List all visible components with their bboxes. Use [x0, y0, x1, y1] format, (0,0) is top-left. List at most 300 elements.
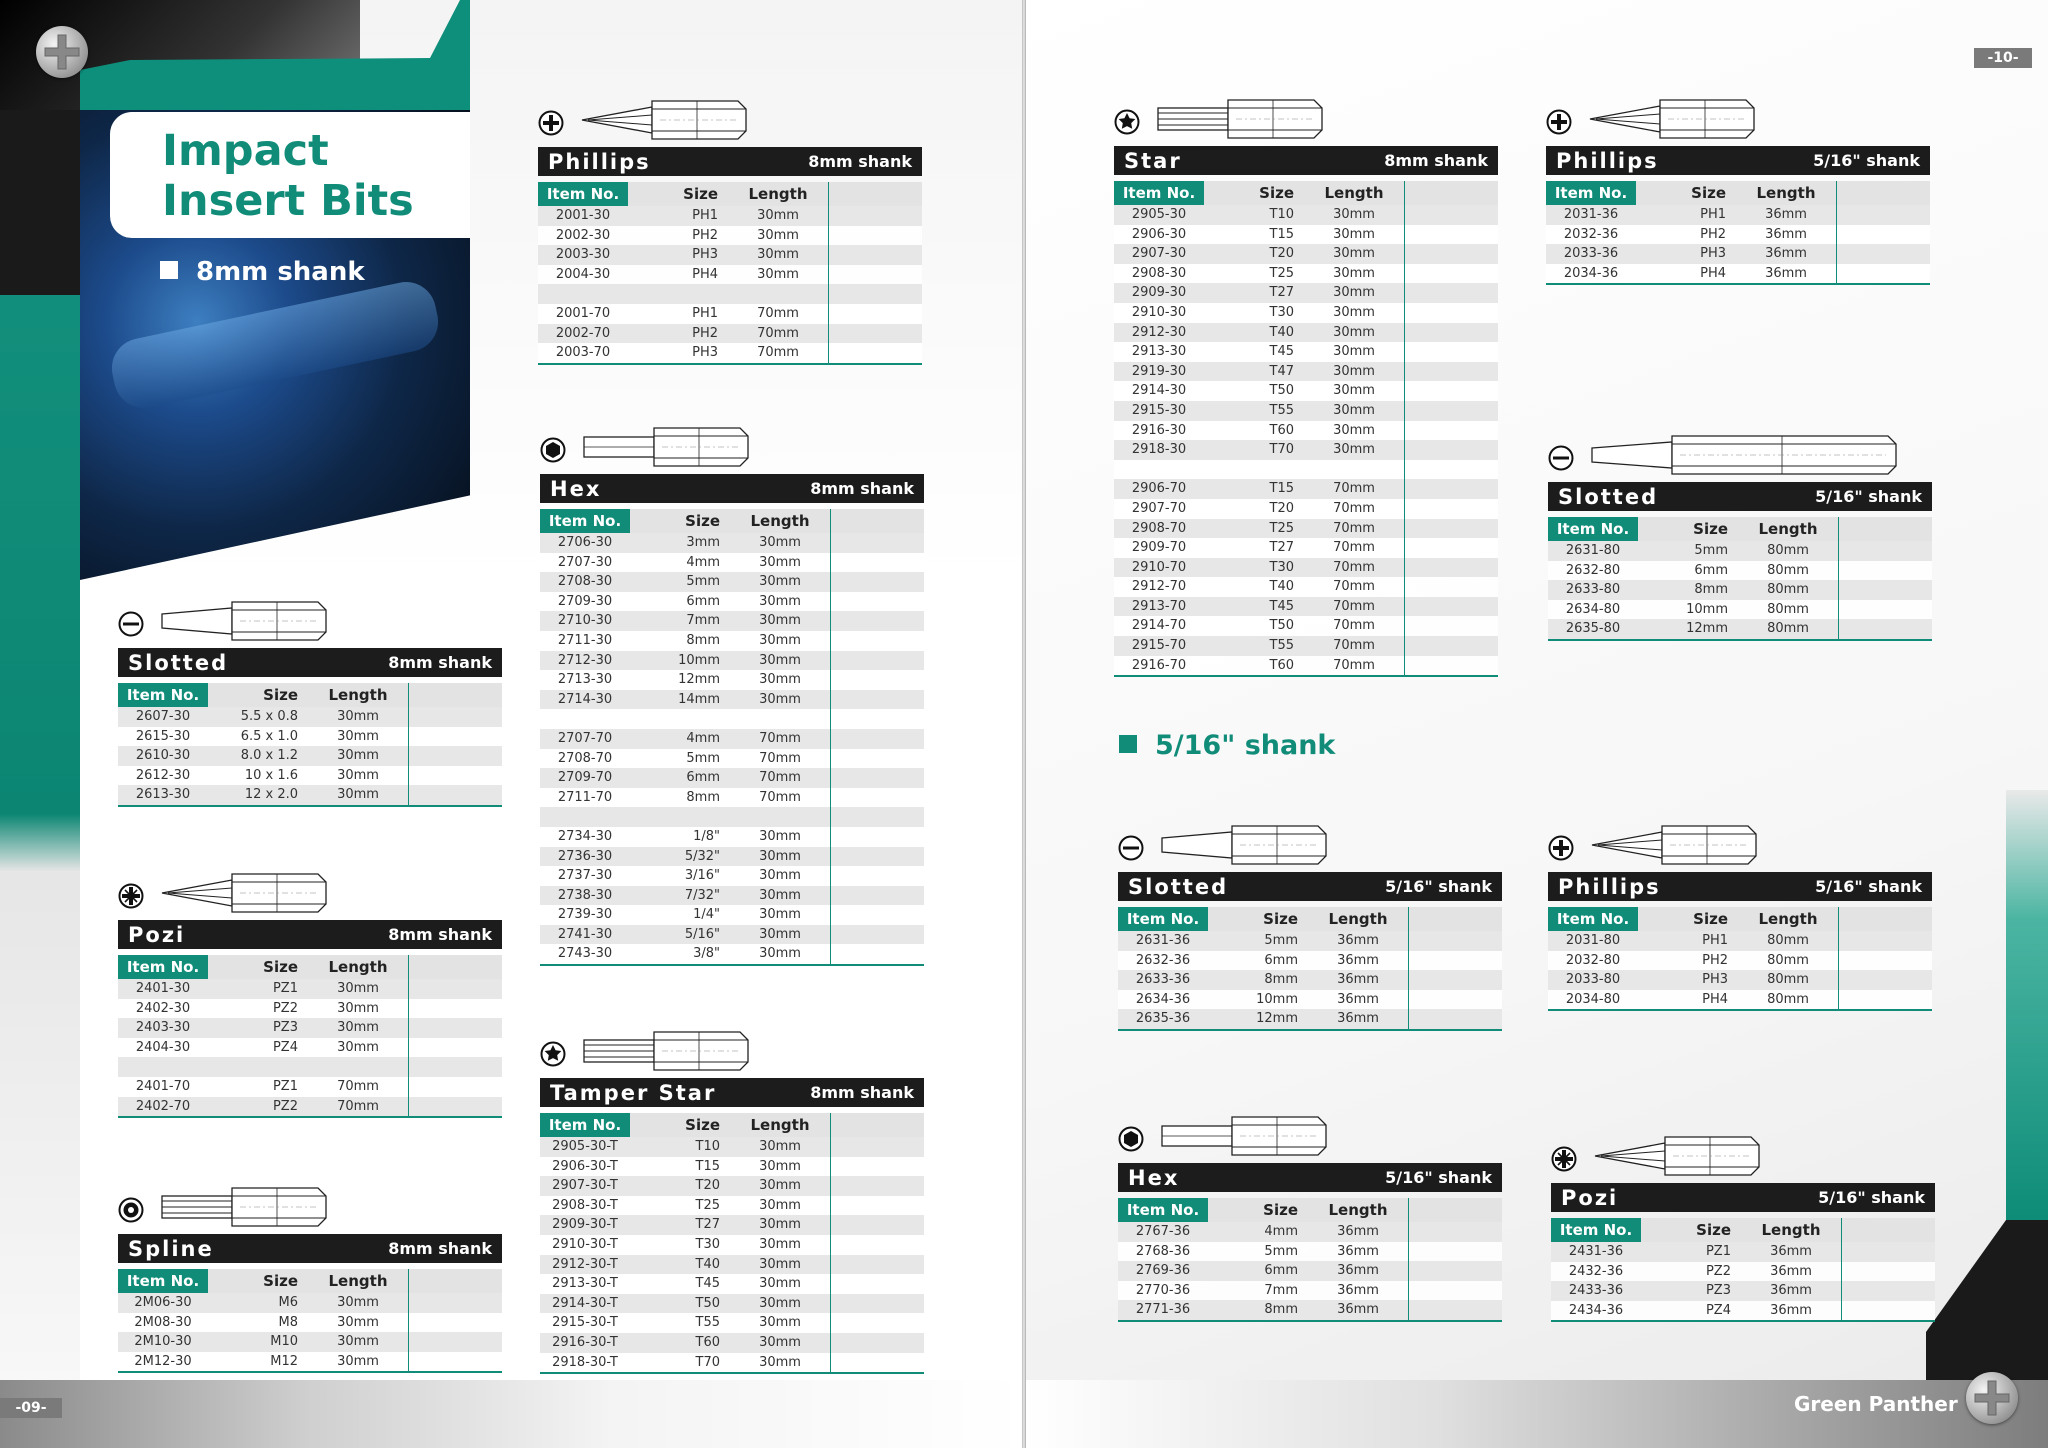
- bit-size: 8mm: [630, 788, 730, 808]
- table-row: [538, 206, 922, 226]
- product-shank: 5/16" shank: [1815, 877, 1922, 896]
- item-number: 2743-30: [540, 944, 630, 965]
- blank-cell: [829, 206, 923, 226]
- bit-size: 10 x 1.6: [208, 766, 308, 786]
- table-row: [118, 785, 502, 806]
- table-row: [1118, 931, 1502, 951]
- table-row: [118, 1018, 502, 1038]
- bit-length: 30mm: [1304, 362, 1405, 382]
- blank-cell: [831, 925, 925, 945]
- item-number: 2613-30: [118, 785, 208, 806]
- item-number: 2916-30-T: [540, 1333, 630, 1353]
- table-row: [540, 1196, 924, 1216]
- bit-size: T45: [1204, 342, 1304, 362]
- bit-size: PZ4: [208, 1038, 308, 1058]
- product-shank: 8mm shank: [388, 1239, 492, 1258]
- blank-cell: [831, 847, 925, 867]
- bit-drawing-icon: [578, 93, 748, 147]
- item-number: 2739-30: [540, 905, 630, 925]
- pozi-icon: [118, 883, 144, 909]
- table-row: [538, 245, 922, 265]
- item-number: [538, 284, 628, 304]
- product-title-bar: [1551, 1183, 1935, 1212]
- item-number: 2401-30: [118, 979, 208, 999]
- item-number: 2401-70: [118, 1077, 208, 1097]
- blank-cell: [1839, 619, 1933, 640]
- bit-length: 30mm: [308, 1313, 409, 1333]
- table-row: [540, 944, 924, 965]
- blank-cell: [409, 1077, 503, 1097]
- blank-cell: [1405, 519, 1499, 539]
- blank-cell: [1409, 1281, 1503, 1301]
- bit-length: 70mm: [1304, 616, 1405, 636]
- bit-length: 30mm: [308, 999, 409, 1019]
- star-icon: [540, 1041, 566, 1067]
- blank-cell: [1405, 479, 1499, 499]
- item-number: 2M10-30: [118, 1332, 208, 1352]
- product-title: Star: [1124, 148, 1182, 173]
- item-number: 2912-30-T: [540, 1255, 630, 1275]
- bit-length: 80mm: [1738, 619, 1839, 640]
- table-row: [540, 729, 924, 749]
- item-number: 2631-36: [1118, 931, 1208, 951]
- header-item-no: Item No.: [1114, 181, 1204, 205]
- bit-size: 6.5 x 1.0: [208, 727, 308, 747]
- item-number: 2711-70: [540, 788, 630, 808]
- item-number: 2033-36: [1546, 244, 1636, 264]
- product-header: [1114, 88, 1498, 146]
- bit-size: 5mm: [1208, 1242, 1308, 1262]
- table-row: [540, 925, 924, 945]
- table-row: [540, 905, 924, 925]
- product-phillips-516-80mm: [1548, 814, 1932, 1011]
- blank-cell: [831, 611, 925, 631]
- table-header: [118, 955, 502, 979]
- bit-length: 36mm: [1308, 1281, 1409, 1301]
- blank-cell: [1405, 538, 1499, 558]
- phillips-icon: [538, 110, 564, 136]
- blank-cell: [829, 245, 923, 265]
- table-row: [1114, 323, 1498, 343]
- header-blank: [1839, 907, 1933, 931]
- item-number: 2919-30: [1114, 362, 1204, 382]
- bit-length: 36mm: [1736, 205, 1837, 225]
- bit-size: T25: [630, 1196, 730, 1216]
- table-header: [540, 509, 924, 533]
- bit-size: T20: [630, 1176, 730, 1196]
- bit-size: PH1: [628, 304, 728, 324]
- bit-length: 30mm: [730, 1353, 831, 1374]
- table-row: [540, 866, 924, 886]
- product-table: [1546, 181, 1930, 285]
- right-teal-band: [2006, 790, 2048, 1220]
- item-number: 2910-30-T: [540, 1235, 630, 1255]
- bit-size: 5mm: [1638, 541, 1738, 561]
- bit-size: T55: [1204, 401, 1304, 421]
- table-row: [1548, 600, 1932, 620]
- header-item-no: Item No.: [1551, 1218, 1641, 1242]
- item-number: 2916-70: [1114, 656, 1204, 677]
- bit-size: 5/32": [630, 847, 730, 867]
- bit-size: PH4: [1638, 990, 1738, 1011]
- header-length: Length: [1308, 907, 1409, 931]
- slot-icon: [118, 611, 144, 637]
- item-number: 2635-36: [1118, 1009, 1208, 1030]
- bit-length: 30mm: [1304, 401, 1405, 421]
- blank-cell: [1405, 577, 1499, 597]
- table-header: [540, 1113, 924, 1137]
- bit-length: 70mm: [728, 324, 829, 344]
- item-number: 2402-30: [118, 999, 208, 1019]
- bit-size: 8.0 x 1.2: [208, 746, 308, 766]
- phillips-icon: [1546, 109, 1572, 135]
- table-row: [1114, 244, 1498, 264]
- header-item-no: Item No.: [1118, 1198, 1208, 1222]
- table-row: [1546, 205, 1930, 225]
- bit-length: 36mm: [1736, 225, 1837, 245]
- table-header: [1548, 907, 1932, 931]
- product-title-bar: [540, 1078, 924, 1107]
- bit-length: 30mm: [308, 707, 409, 727]
- table-header: [538, 182, 922, 206]
- item-number: 2908-70: [1114, 519, 1204, 539]
- table-row: [118, 1057, 502, 1077]
- bit-size: T55: [1204, 636, 1304, 656]
- page-title: [162, 126, 414, 226]
- bit-length: 70mm: [730, 768, 831, 788]
- table-row: [1546, 225, 1930, 245]
- item-number: 2910-70: [1114, 558, 1204, 578]
- item-number: 2707-30: [540, 553, 630, 573]
- table-row: [118, 1293, 502, 1313]
- bit-length: 30mm: [730, 1157, 831, 1177]
- blank-cell: [409, 766, 503, 786]
- table-row: [1548, 951, 1932, 971]
- table-row: [540, 1274, 924, 1294]
- bit-size: PH4: [628, 265, 728, 285]
- bit-length: 70mm: [730, 749, 831, 769]
- blank-cell: [409, 999, 503, 1019]
- bit-size: PH3: [1638, 970, 1738, 990]
- header-length: Length: [728, 182, 829, 206]
- bit-size: T25: [1204, 264, 1304, 284]
- product-title-bar: [1548, 482, 1932, 511]
- bit-size: PH3: [628, 343, 728, 364]
- bit-length: 36mm: [1308, 951, 1409, 971]
- blank-cell: [409, 707, 503, 727]
- blank-cell: [1405, 401, 1499, 421]
- bit-size: PH2: [1636, 225, 1736, 245]
- bit-length: 30mm: [730, 631, 831, 651]
- bit-length: 30mm: [308, 785, 409, 806]
- blank-cell: [1842, 1281, 1936, 1301]
- item-number: 2909-30: [1114, 283, 1204, 303]
- header-length: Length: [1741, 1218, 1842, 1242]
- table-row: [540, 690, 924, 710]
- header-length: Length: [1738, 517, 1839, 541]
- bit-size: 10mm: [1638, 600, 1738, 620]
- item-number: 2741-30: [540, 925, 630, 945]
- bit-size: 8mm: [1208, 1300, 1308, 1321]
- table-row: [1118, 990, 1502, 1010]
- blank-cell: [1405, 342, 1499, 362]
- blank-cell: [1839, 951, 1933, 971]
- blank-cell: [1839, 990, 1933, 1011]
- product-shank: 8mm shank: [808, 152, 912, 171]
- bit-length: 80mm: [1738, 580, 1839, 600]
- header-item-no: Item No.: [540, 1113, 630, 1137]
- header-blank: [831, 1113, 925, 1137]
- table-row: [540, 631, 924, 651]
- bit-length: 70mm: [1304, 519, 1405, 539]
- table-row: [118, 1313, 502, 1333]
- bit-size: 10mm: [630, 651, 730, 671]
- item-number: 2001-70: [538, 304, 628, 324]
- table-row: [1551, 1242, 1935, 1262]
- item-number: 2631-80: [1548, 541, 1638, 561]
- bit-length: 30mm: [1304, 381, 1405, 401]
- item-number: 2034-36: [1546, 264, 1636, 285]
- bit-length: 30mm: [308, 746, 409, 766]
- left-teal-band: [0, 295, 80, 1448]
- header-blank: [1405, 181, 1499, 205]
- item-number: 2M12-30: [118, 1352, 208, 1373]
- item-number: 2736-30: [540, 847, 630, 867]
- bit-size: 5.5 x 0.8: [208, 707, 308, 727]
- product-table: [118, 1269, 502, 1373]
- bit-drawing-icon: [1586, 92, 1756, 146]
- header-blank: [829, 182, 923, 206]
- product-title-bar: [540, 474, 924, 503]
- bit-size: PZ1: [1641, 1242, 1741, 1262]
- product-title: Hex: [1128, 1165, 1180, 1190]
- bit-size: T60: [630, 1333, 730, 1353]
- brand-name: Green Panther: [1794, 1392, 1958, 1416]
- bit-size: 10mm: [1208, 990, 1308, 1010]
- bit-length: 30mm: [308, 1332, 409, 1352]
- bit-size: 8mm: [1638, 580, 1738, 600]
- table-row: [1548, 970, 1932, 990]
- item-number: 2003-70: [538, 343, 628, 364]
- table-row: [540, 533, 924, 553]
- blank-cell: [1405, 499, 1499, 519]
- blank-cell: [1409, 1242, 1503, 1262]
- screw-icon: [36, 26, 88, 78]
- bit-drawing-icon: [1158, 1109, 1328, 1163]
- table-row: [1546, 244, 1930, 264]
- table-row: [1118, 1242, 1502, 1262]
- bit-size: T20: [1204, 244, 1304, 264]
- header-size: Size: [630, 1113, 730, 1137]
- table-row: [118, 1038, 502, 1058]
- item-number: 2001-30: [538, 206, 628, 226]
- table-row: [1114, 656, 1498, 677]
- header-size: Size: [208, 1269, 308, 1293]
- bit-size: T27: [1204, 283, 1304, 303]
- bit-length: 30mm: [730, 1137, 831, 1157]
- bit-length: 30mm: [730, 592, 831, 612]
- bit-size: T25: [1204, 519, 1304, 539]
- blank-cell: [1409, 1009, 1503, 1030]
- left-black-band: [0, 110, 80, 295]
- blank-cell: [1405, 636, 1499, 656]
- blank-cell: [1405, 421, 1499, 441]
- bit-length: 30mm: [1304, 342, 1405, 362]
- blank-cell: [831, 553, 925, 573]
- table-row: [118, 727, 502, 747]
- header-size: Size: [1204, 181, 1304, 205]
- product-header: [118, 862, 502, 920]
- item-number: 2906-70: [1114, 479, 1204, 499]
- product-table: [1548, 907, 1932, 1011]
- bit-length: 36mm: [1308, 1300, 1409, 1321]
- bit-length: 30mm: [730, 905, 831, 925]
- blank-cell: [831, 1255, 925, 1275]
- item-number: 2913-30: [1114, 342, 1204, 362]
- bit-length: 36mm: [1308, 1222, 1409, 1242]
- bit-length: 30mm: [1304, 264, 1405, 284]
- table-row: [540, 1353, 924, 1374]
- item-number: 2737-30: [540, 866, 630, 886]
- item-number: 2918-30-T: [540, 1353, 630, 1374]
- blank-cell: [1837, 205, 1931, 225]
- product-tamper-star-8mm: [540, 1020, 924, 1374]
- blank-cell: [1839, 580, 1933, 600]
- blank-cell: [409, 1293, 503, 1313]
- bit-drawing-icon: [158, 594, 328, 648]
- table-row: [540, 709, 924, 729]
- product-hex-516: [1118, 1105, 1502, 1322]
- item-number: 2912-30: [1114, 323, 1204, 343]
- item-number: 2633-80: [1548, 580, 1638, 600]
- slot-icon: [1548, 445, 1574, 471]
- bit-drawing-icon: [580, 1024, 750, 1078]
- header-blank: [1409, 1198, 1503, 1222]
- bit-length: 30mm: [730, 1294, 831, 1314]
- bit-length: 30mm: [730, 1255, 831, 1275]
- blank-cell: [831, 1294, 925, 1314]
- item-number: 2034-80: [1548, 990, 1638, 1011]
- bit-size: 7mm: [1208, 1281, 1308, 1301]
- blank-cell: [829, 324, 923, 344]
- table-header: [1118, 1198, 1502, 1222]
- header-blank: [1409, 907, 1503, 931]
- blank-cell: [1405, 205, 1499, 225]
- header-item-no: Item No.: [1546, 181, 1636, 205]
- table-row: [1118, 1009, 1502, 1030]
- table-row: [538, 265, 922, 285]
- table-row: [540, 1313, 924, 1333]
- product-table: [540, 1113, 924, 1374]
- subheading-516: [1119, 730, 1335, 761]
- bit-size: M10: [208, 1332, 308, 1352]
- blank-cell: [831, 631, 925, 651]
- bit-length: 30mm: [1304, 244, 1405, 264]
- table-row: [1114, 519, 1498, 539]
- subheading-516-text: 5/16" shank: [1155, 730, 1336, 761]
- table-row: [1114, 479, 1498, 499]
- table-row: [118, 766, 502, 786]
- item-number: 2738-30: [540, 886, 630, 906]
- bit-length: 30mm: [730, 1274, 831, 1294]
- blank-cell: [831, 1157, 925, 1177]
- table-row: [1114, 342, 1498, 362]
- item-number: 2615-30: [118, 727, 208, 747]
- table-row: [1548, 580, 1932, 600]
- item-number: 2M06-30: [118, 1293, 208, 1313]
- item-number: 2612-30: [118, 766, 208, 786]
- bit-length: 30mm: [308, 766, 409, 786]
- right-black-corner: [1926, 1220, 2048, 1380]
- table-header: [1551, 1218, 1935, 1242]
- product-title-bar: [1548, 872, 1932, 901]
- bit-size: 8mm: [1208, 970, 1308, 990]
- bit-length: 30mm: [730, 944, 831, 965]
- product-title: Phillips: [1558, 874, 1661, 899]
- product-phillips-8mm: [538, 89, 922, 365]
- bit-length: 70mm: [308, 1077, 409, 1097]
- header-item-no: Item No.: [1548, 517, 1638, 541]
- bit-size: T40: [1204, 577, 1304, 597]
- bit-size: T70: [630, 1353, 730, 1374]
- table-row: [1114, 421, 1498, 441]
- bit-length: 30mm: [1304, 205, 1405, 225]
- product-shank: 8mm shank: [810, 479, 914, 498]
- bit-length: 70mm: [1304, 656, 1405, 677]
- table-row: [1551, 1262, 1935, 1282]
- item-number: 2906-30: [1114, 225, 1204, 245]
- bit-size: T15: [1204, 479, 1304, 499]
- blank-cell: [831, 1313, 925, 1333]
- product-table: [538, 182, 922, 365]
- left-page: [0, 0, 1022, 1448]
- bit-length: 30mm: [730, 1196, 831, 1216]
- table-row: [1114, 381, 1498, 401]
- bit-length: 36mm: [1736, 264, 1837, 285]
- header-length: Length: [308, 683, 409, 707]
- blank-cell: [1409, 931, 1503, 951]
- table-row: [540, 788, 924, 808]
- bit-length: 36mm: [1736, 244, 1837, 264]
- bit-size: PH4: [1636, 264, 1736, 285]
- item-number: 2734-30: [540, 827, 630, 847]
- bit-size: T60: [1204, 421, 1304, 441]
- table-row: [540, 1294, 924, 1314]
- table-row: [540, 572, 924, 592]
- product-title-bar: [1114, 146, 1498, 175]
- bit-size: M6: [208, 1293, 308, 1313]
- item-number: 2915-30: [1114, 401, 1204, 421]
- bit-length: 30mm: [730, 886, 831, 906]
- item-number: 2404-30: [118, 1038, 208, 1058]
- item-number: [540, 807, 630, 827]
- bit-length: 36mm: [1308, 1242, 1409, 1262]
- header-length: Length: [1308, 1198, 1409, 1222]
- header-size: Size: [1208, 907, 1308, 931]
- table-row: [1114, 283, 1498, 303]
- product-shank: 5/16" shank: [1815, 487, 1922, 506]
- bit-length: [308, 1057, 409, 1077]
- blank-cell: [409, 1018, 503, 1038]
- hex-icon: [540, 437, 566, 463]
- header-blank: [1839, 517, 1933, 541]
- bit-size: 7mm: [630, 611, 730, 631]
- screw-icon: [1966, 1372, 2018, 1424]
- product-header: [540, 1020, 924, 1078]
- bit-size: T45: [630, 1274, 730, 1294]
- table-row: [540, 807, 924, 827]
- product-table: [540, 509, 924, 966]
